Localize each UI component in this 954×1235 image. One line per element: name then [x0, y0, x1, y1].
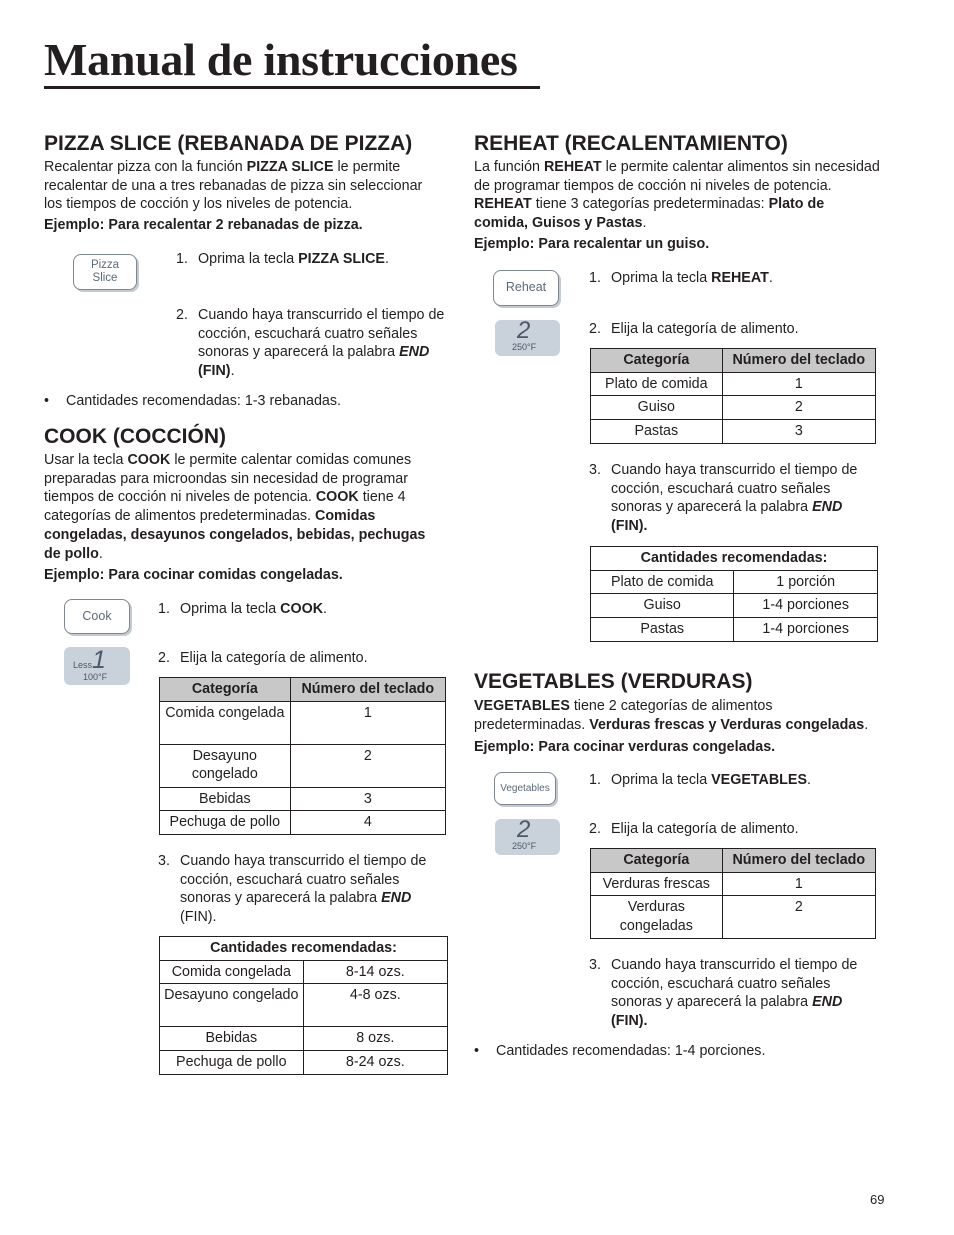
bold-text: COOK: [127, 452, 171, 468]
table-cell: 2: [722, 896, 875, 939]
table-cell: 3: [290, 787, 445, 811]
vegetables-step-1-key: VEGETABLES: [711, 772, 807, 788]
table-header-cell: Número del teclado: [722, 349, 875, 373]
reheat-step-3-end: END: [812, 499, 843, 516]
table-cell: Verduras congeladas: [591, 896, 723, 939]
reheat-key-icon: [493, 270, 559, 306]
cook-step-3-end: END: [381, 890, 412, 907]
reheat-step-3-fin: (FIN).: [611, 518, 648, 535]
bold-text: PIZZA SLICE: [246, 159, 334, 175]
cook-category-table: [159, 677, 446, 835]
pizza-bullet: [44, 392, 444, 411]
reheat-step-1-number: 1.: [589, 270, 601, 286]
step-number: 1.: [176, 251, 188, 267]
table-header-cell: Categoría: [591, 849, 723, 873]
bold-text: REHEAT: [474, 196, 532, 213]
bold-text: REHEAT: [543, 159, 602, 175]
table-row: [160, 701, 446, 744]
table-cell: Pechuga de pollo: [160, 1051, 304, 1075]
table-header-cell: Número del teclado: [290, 678, 445, 702]
pizza-slice-key-icon: [73, 254, 137, 290]
numkey-temp: 250°F: [512, 841, 537, 851]
cook-key-icon: [64, 599, 130, 634]
table-cell: Pechuga de pollo: [160, 811, 291, 835]
table-row: [160, 1027, 448, 1051]
cook-step-1-text: Oprima la tecla: [180, 601, 281, 617]
number-2-key-icon: [495, 317, 560, 356]
pizza-step-1: [176, 250, 446, 269]
vegetables-heading: VEGETABLES (VERDURAS): [474, 670, 753, 693]
cook-example: Ejemplo: Para cocinar comidas congeladas.: [44, 567, 343, 583]
reheat-quantities-table: [590, 546, 878, 642]
table-cell: Comida congelada: [160, 960, 304, 984]
table-header-cell: Cantidades recomendadas:: [591, 547, 878, 571]
table-cell: 1: [290, 701, 445, 744]
cook-key-label: Cook: [82, 609, 112, 623]
page-number: 69: [870, 1192, 885, 1207]
bold-text: VEGETABLES: [474, 698, 570, 714]
cook-step-1-tail: .: [323, 601, 328, 617]
table-header-cell: Categoría: [591, 349, 723, 373]
text: tiene 2 categorías de alimentos predeterminadas.: [474, 698, 773, 733]
table-row: [160, 811, 446, 835]
table-row: [591, 570, 878, 594]
pizza-step-2-end: END: [399, 344, 430, 361]
table-header-cell: Número del teclado: [722, 849, 875, 873]
table-cell: Plato de comida: [591, 372, 723, 396]
table-cell: Desayuno congelado: [160, 984, 304, 1027]
text: Recalentar pizza con la función: [44, 159, 247, 175]
bold-text: Verduras frescas y Verduras congeladas: [589, 716, 865, 733]
reheat-step-1-text: Oprima la tecla: [611, 270, 712, 286]
table-row: [591, 372, 876, 396]
text: .: [98, 545, 103, 562]
text: le permite calentar comidas comunes preparadas para microondas sin necesidad de programar tiempos de cocción ni niveles de potencia.: [44, 452, 412, 506]
table-cell: Guiso: [591, 396, 723, 420]
pizza-key-line2: Slice: [92, 272, 118, 284]
table-header-row: [591, 849, 876, 873]
title-underline: [44, 86, 540, 89]
bold-text: Plato de comida, Guisos y Pastas: [474, 196, 825, 232]
vegetables-bullet: [474, 1042, 878, 1061]
table-cell: 3: [722, 420, 875, 444]
reheat-step-2-text: Elija la categoría de alimento.: [611, 321, 799, 337]
numkey-digit: 2: [517, 317, 531, 344]
bold-text: PIZZA SLICE: [298, 251, 385, 267]
pizza-example: Ejemplo: Para recalentar 2 rebanadas de pizza.: [44, 217, 363, 233]
text: le permite calentar alimentos sin necesidad de programar tiempos de cocción ni niveles de potencia.: [474, 159, 880, 194]
reheat-step-1-tail: .: [768, 270, 773, 286]
table-row: [591, 420, 876, 444]
pizza-key-line1: Pizza: [90, 259, 120, 271]
vegetables-step-2: [589, 820, 878, 839]
table-header-row: [160, 678, 446, 702]
vegetables-key-icon: [494, 772, 556, 805]
pizza-step-2: [176, 306, 448, 381]
table-header-row: [160, 937, 448, 961]
text: .: [864, 716, 869, 733]
cook-step-1: [158, 600, 446, 619]
bold-text: COOK: [315, 489, 359, 506]
reheat-step-1: [589, 269, 878, 288]
reheat-key-label: Reheat: [505, 280, 547, 294]
table-cell: 1-4 porciones: [734, 594, 878, 618]
bullet-dot: •: [44, 393, 50, 409]
step-text: [176, 250, 446, 269]
cook-step-1-key: COOK: [280, 601, 324, 617]
cook-step-3-fin: (FIN).: [180, 909, 217, 926]
vegetables-step-3: [589, 956, 878, 1031]
table-row: [591, 896, 876, 939]
vegetables-step-3-number: 3.: [589, 957, 601, 973]
table-cell: 8-14 ozs.: [303, 960, 447, 984]
table-cell: 8 ozs.: [303, 1027, 447, 1051]
numkey-digit: 1: [92, 646, 106, 674]
table-row: [591, 872, 876, 896]
table-cell: 1: [722, 872, 875, 896]
reheat-intro: [474, 158, 882, 233]
bullet-dot: •: [474, 1043, 480, 1059]
numkey-temp: 250°F: [512, 342, 537, 352]
text: le permite recalentar de una a tres rebanadas de pizza sin seleccionar los tiempos de cocción y los niveles de potencia.: [44, 159, 423, 213]
pizza-intro: [44, 158, 444, 214]
vegetables-step-1: [589, 771, 878, 790]
reheat-example: Ejemplo: Para recalentar un guiso.: [474, 236, 710, 252]
vegetables-step-1-number: 1.: [589, 772, 601, 788]
numkey-temp: 100°F: [83, 672, 108, 682]
text: tiene 3 categorías predeterminadas:: [531, 196, 769, 213]
numkey-digit: 2: [517, 816, 531, 843]
pizza-step-2-text: Cuando haya transcurrido el tiempo de cocción, escuchará cuatro señales sonoras y aparecerá la palabra: [198, 307, 445, 361]
text: tiene 4 categorías de alimentos predeterminadas.: [44, 489, 406, 525]
reheat-step-3: [589, 461, 878, 536]
pizza-step-2-fin: (FIN): [198, 363, 231, 380]
table-cell: 4: [290, 811, 445, 835]
pizza-step-2-tail: .: [230, 363, 235, 380]
reheat-step-1-key: REHEAT: [711, 270, 769, 286]
vegetables-step-3-fin: (FIN).: [611, 1013, 648, 1030]
less-1-key-icon: [64, 647, 130, 685]
table-cell: 1-4 porciones: [734, 618, 878, 642]
text: .: [642, 215, 647, 232]
table-row: [160, 787, 446, 811]
table-cell: 1 porción: [734, 570, 878, 594]
table-cell: Bebidas: [160, 1027, 304, 1051]
table-cell: 2: [290, 744, 445, 787]
cook-step-1-number: 1.: [158, 601, 170, 617]
page-title: Manual de instrucciones: [44, 34, 518, 85]
table-header-cell: Categoría: [160, 678, 291, 702]
text: La función: [474, 159, 544, 175]
table-cell: Pastas: [591, 420, 723, 444]
cook-step-2: [158, 649, 446, 668]
vegetables-step-1-text: Oprima la tecla: [611, 772, 712, 788]
text: .: [384, 251, 389, 267]
reheat-category-table: [590, 348, 876, 444]
less-label: Less: [73, 660, 93, 670]
table-cell: Desayuno congelado: [160, 744, 291, 787]
cook-step-2-text: Elija la categoría de alimento.: [180, 650, 368, 666]
vegetables-key-label: Vegetables: [500, 783, 550, 794]
vegetables-step-3-end: END: [812, 994, 843, 1011]
reheat-step-3-text: Cuando haya transcurrido el tiempo de cocción, escuchará cuatro señales sonoras y aparecerá la palabra: [611, 462, 858, 516]
vegetables-category-table: [590, 848, 876, 939]
pizza-step-2-number: 2.: [176, 307, 188, 323]
cook-heading: COOK (COCCIÓN): [44, 425, 226, 448]
table-row: [160, 960, 448, 984]
table-row: [591, 618, 878, 642]
vegetables-step-3-text: Cuando haya transcurrido el tiempo de cocción, escuchará cuatro señales sonoras y aparecerá la palabra: [611, 957, 858, 1011]
table-cell: Bebidas: [160, 787, 291, 811]
vegetables-step-2-number: 2.: [589, 821, 601, 837]
cook-quantities-table: [159, 936, 448, 1075]
bold-text: Comidas congeladas, desayunos congelados, bebidas, pechugas de pollo: [44, 508, 426, 562]
table-row: [160, 744, 446, 787]
number-2-key-icon: [495, 816, 560, 855]
table-cell: 2: [722, 396, 875, 420]
vegetables-bullet-text: Cantidades recomendadas: 1-4 porciones.: [496, 1043, 766, 1059]
reheat-step-3-number: 3.: [589, 462, 601, 478]
vegetables-example: Ejemplo: Para cocinar verduras congeladas.: [474, 739, 776, 755]
vegetables-step-1-tail: .: [806, 772, 811, 788]
reheat-heading: REHEAT (RECALENTAMIENTO): [474, 132, 788, 155]
text: Oprima la tecla: [198, 251, 299, 267]
table-cell: Verduras frescas: [591, 872, 723, 896]
table-cell: Guiso: [591, 594, 734, 618]
table-row: [160, 984, 448, 1027]
table-row: [591, 594, 878, 618]
vegetables-step-2-text: Elija la categoría de alimento.: [611, 821, 799, 837]
table-cell: Pastas: [591, 618, 734, 642]
table-cell: 1: [722, 372, 875, 396]
text: Usar la tecla: [44, 452, 128, 468]
table-row: [591, 396, 876, 420]
cook-step-3-number: 3.: [158, 853, 170, 869]
table-header-row: [591, 547, 878, 571]
cook-step-3-text: Cuando haya transcurrido el tiempo de cocción, escuchará cuatro señales sonoras y aparecerá la palabra: [180, 853, 427, 907]
cook-step-3: [158, 852, 446, 927]
table-cell: 4-8 ozs.: [303, 984, 447, 1027]
table-cell: 8-24 ozs.: [303, 1051, 447, 1075]
pizza-heading: PIZZA SLICE (REBANADA DE PIZZA): [44, 132, 413, 155]
table-header-cell: Cantidades recomendadas:: [160, 937, 448, 961]
table-row: [160, 1051, 448, 1075]
reheat-step-2: [589, 320, 878, 339]
cook-intro: [44, 451, 446, 563]
table-header-row: [591, 349, 876, 373]
table-cell: Plato de comida: [591, 570, 734, 594]
vegetables-intro: [474, 697, 886, 734]
pizza-bullet-text: Cantidades recomendadas: 1-3 rebanadas.: [66, 393, 341, 409]
table-cell: Comida congelada: [160, 701, 291, 744]
reheat-step-2-number: 2.: [589, 321, 601, 337]
cook-step-2-number: 2.: [158, 650, 170, 666]
